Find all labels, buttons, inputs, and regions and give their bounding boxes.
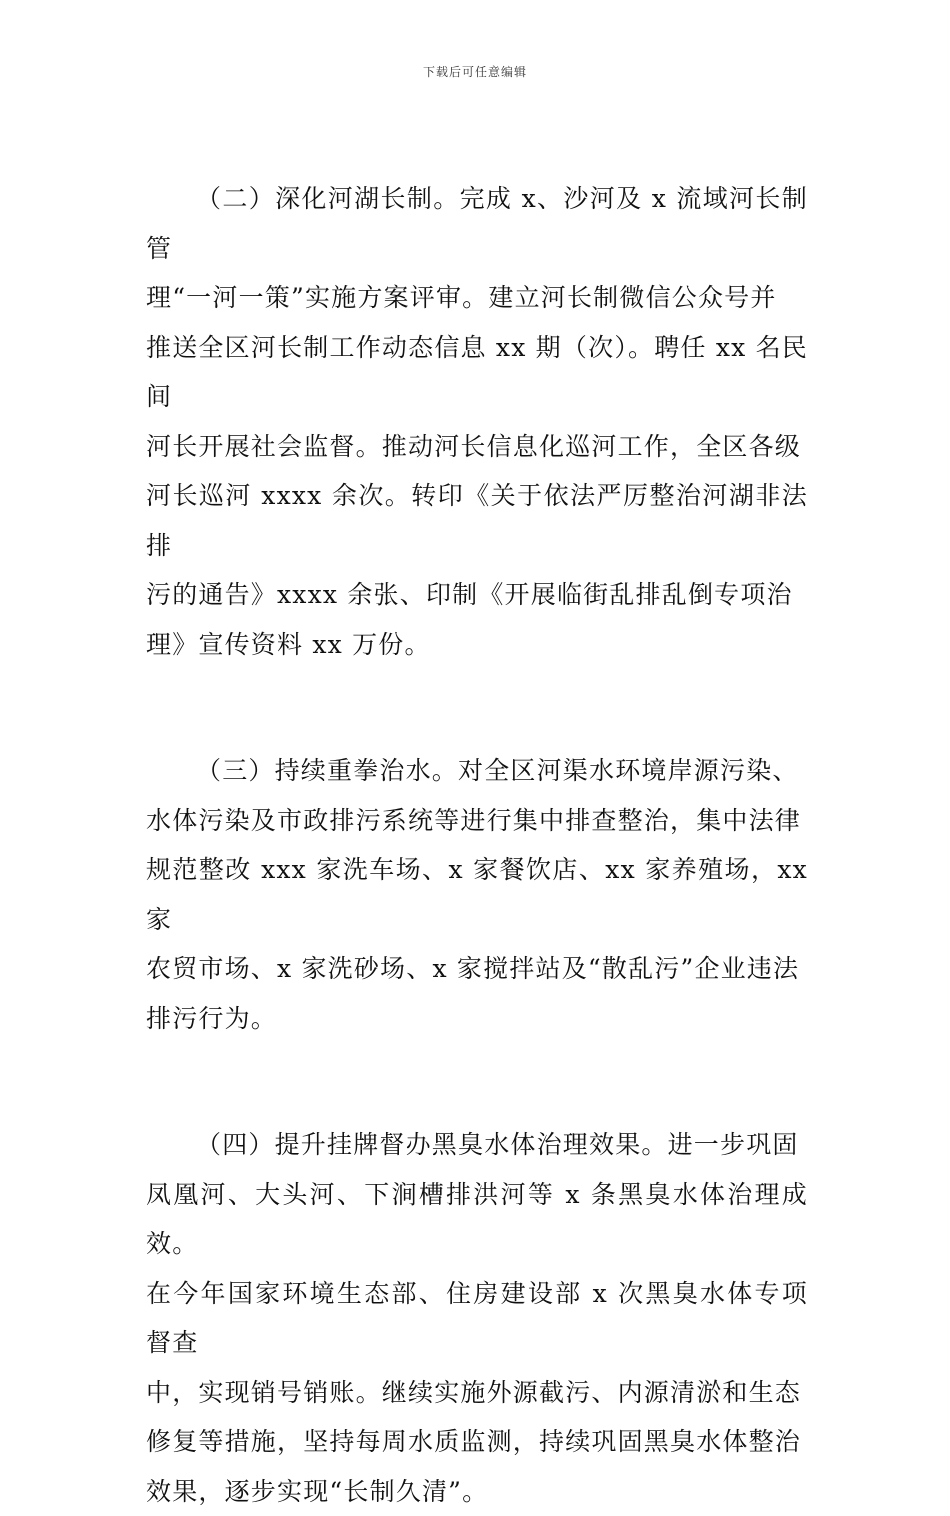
paragraph-water-governance: （三）持续重拳治水。对全区河渠水环境岸源污染、 水体污染及市政排污系统等进行集中排查整治，集中法律 规范整改 xxx 家洗车场、x 家餐饮店、xx 家养殖场，xx 家 农贸市场、x 家洗砂场、x 家搅拌站及“散乱污”企业违法 排污行为。 bbox=[146, 756, 808, 1033]
paragraph-river-lake-chief: （二）深化河湖长制。完成 x、沙河及 x 流域河长制管 理“一河一策”实施方案评审。建立河长制微信公众号并 推送全区河长制工作动态信息 xx 期（次）。聘任 xx 名民间 河长开展社会监督。推动河长信息化巡河工作，全区各级 河长巡河 xxxx 余次。转印《关于依法严厉整治河湖非法排 污的通告》xxxx 余张、印制《开展临街乱排乱倒专项治 理》宣传资料 xx 万份。 bbox=[146, 184, 808, 659]
paragraph-black-odorous-water: （四）提升挂牌督办黑臭水体治理效果。进一步巩固 凤凰河、大头河、下涧槽排洪河等 x 条黑臭水体治理成效。 在今年国家环境生态部、住房建设部 x 次黑臭水体专项督查 中，实现销号销账。继续实施外源截污、内源清淤和生态 修复等措施，坚持每周水质监测，持续巩固黑臭水体整治 效果，逐步实现“长制久清”。 bbox=[146, 1130, 808, 1506]
page-header-note: 下载后可任意编辑 bbox=[422, 65, 527, 79]
document-body bbox=[146, 174, 808, 1516]
